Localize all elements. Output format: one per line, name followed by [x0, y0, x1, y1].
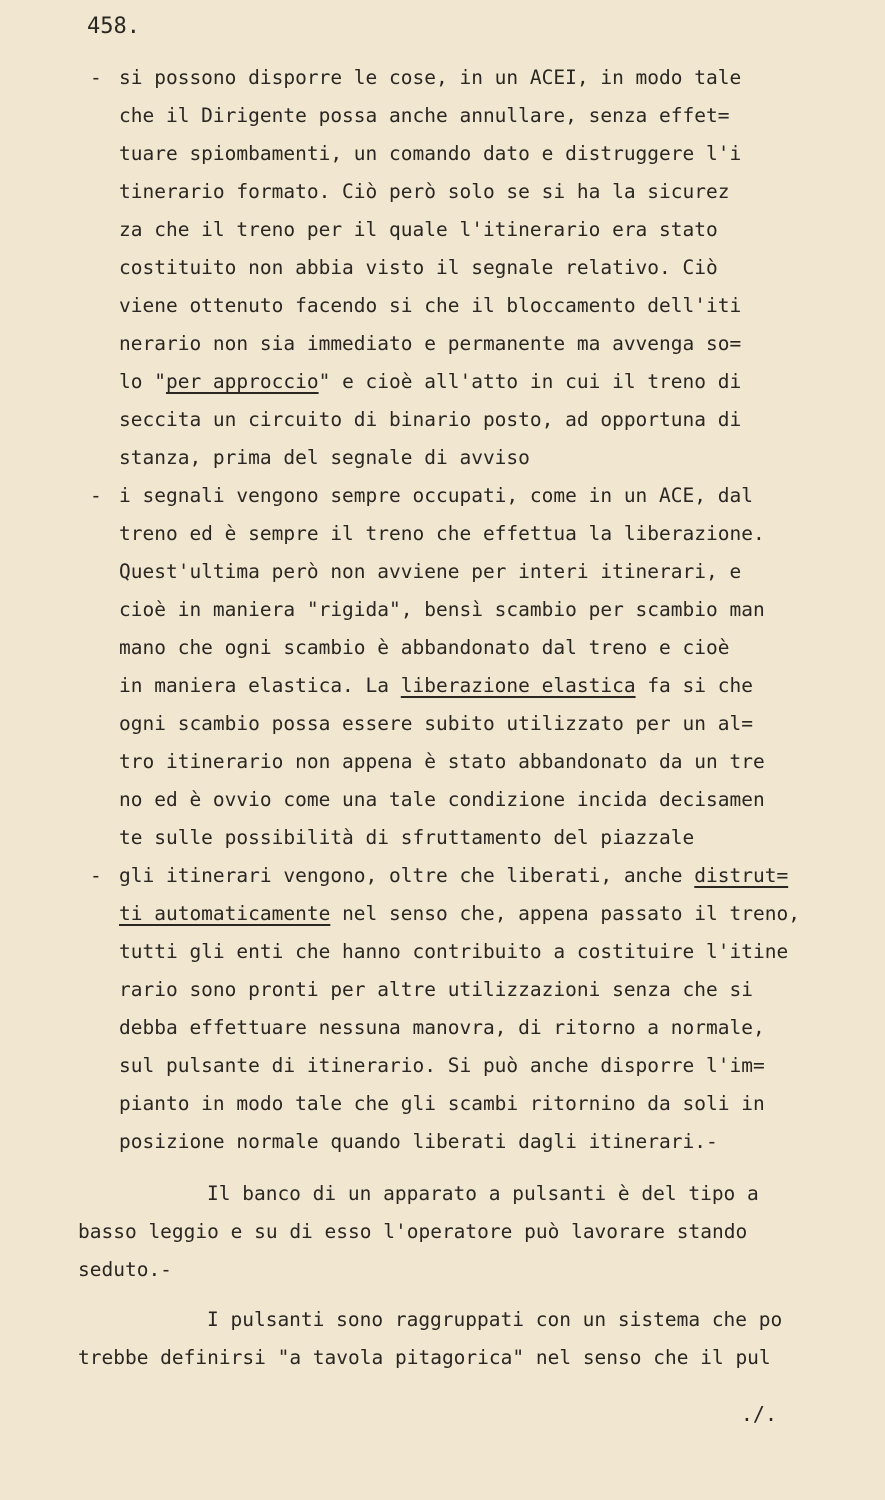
text-line: trebbe definirsi "a tavola pitagorica" nel senso che il pul: [78, 1346, 771, 1369]
text-line: debba effettuare nessuna manovra, di ritorno a normale,: [119, 1016, 765, 1039]
text-line: za che il treno per il quale l'itinerario era stato: [119, 218, 718, 241]
text-line: seccita un circuito di binario posto, ad opportuna di: [119, 408, 742, 431]
bullet-dash: -: [90, 66, 102, 89]
text-line: in maniera elastica. La liberazione elastica fa si che: [119, 674, 753, 697]
text-line: sul pulsante di itinerario. Si può anche disporre l'im=: [119, 1054, 765, 1077]
text-line: ti automaticamente nel senso che, appena passato il treno,: [119, 902, 800, 925]
continuation-mark: ./.: [740, 1402, 777, 1426]
bullet-dash: -: [90, 484, 102, 507]
text-line: che il Dirigente possa anche annullare, senza effet=: [119, 104, 730, 127]
text-line: treno ed è sempre il treno che effettua la liberazione.: [119, 522, 765, 545]
text-line: lo "per approccio" e cioè all'atto in cui il treno di: [119, 370, 742, 393]
text-line: nerario non sia immediato e permanente ma avvenga so=: [119, 332, 742, 355]
text-line: pianto in modo tale che gli scambi ritornino da soli in: [119, 1092, 765, 1115]
text-line: te sulle possibilità di sfruttamento del piazzale: [119, 826, 695, 849]
text-line: Quest'ultima però non avviene per interi itinerari, e: [119, 560, 742, 583]
page-number: 458.: [87, 14, 140, 39]
text-line: tinerario formato. Ciò però solo se si ha la sicurez: [119, 180, 730, 203]
text-line: stanza, prima del segnale di avviso: [119, 446, 530, 469]
text-line: tutti gli enti che hanno contribuito a costituire l'itine: [119, 940, 789, 963]
text-line: costituito non abbia visto il segnale relativo. Ciò: [119, 256, 718, 279]
text-line: gli itinerari vengono, oltre che liberati, anche distrut=: [119, 864, 789, 887]
text-line: cioè in maniera "rigida", bensì scambio per scambio man: [119, 598, 765, 621]
text-line: mano che ogni scambio è abbandonato dal treno e cioè: [119, 636, 730, 659]
text-line: si possono disporre le cose, in un ACEI, in modo tale: [119, 66, 742, 89]
bullet-dash: -: [90, 864, 102, 887]
text-line: no ed è ovvio come una tale condizione incida decisamen: [119, 788, 765, 811]
text-line: rario sono pronti per altre utilizzazioni senza che si: [119, 978, 753, 1001]
text-line: I pulsanti sono raggruppati con un sistema che po: [207, 1308, 783, 1331]
text-line: posizione normale quando liberati dagli itinerari.-: [119, 1130, 718, 1153]
text-line: tuare spiombamenti, un comando dato e distruggere l'i: [119, 142, 742, 165]
text-line: tro itinerario non appena è stato abbandonato da un tre: [119, 750, 765, 773]
text-line: Il banco di un apparato a pulsanti è del tipo a: [207, 1182, 759, 1205]
text-line: ogni scambio possa essere subito utilizzato per un al=: [119, 712, 753, 735]
text-line: i segnali vengono sempre occupati, come in un ACE, dal: [119, 484, 753, 507]
text-line: seduto.-: [78, 1258, 172, 1281]
text-line: viene ottenuto facendo si che il bloccamento dell'iti: [119, 294, 742, 317]
text-line: basso leggio e su di esso l'operatore può lavorare stando: [78, 1220, 748, 1243]
